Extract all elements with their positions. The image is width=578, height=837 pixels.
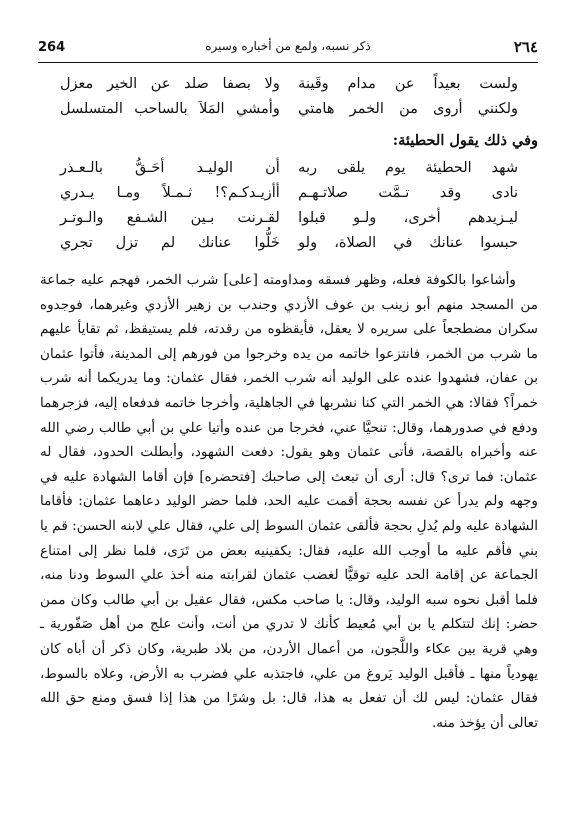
verse-line: [60, 76, 518, 101]
verse-line: [60, 235, 518, 260]
prose-paragraph: وأشاعوا بالكوفة فعله، وظهر فسقه ومداومته [على] شرب الخمر، فهجم عليه جماعة من المسجد منهم أبو زينب بن عوف الأزدي وجندب بن زهير الأزدي وغيرهما، فوجدوه سكران مضطجعاً على سريره لا يعقل، فأيقظوه من رقدته، فلم يستيقظ، ثم تقايأ عليهم ما شرب من الخمر، فانتزعوا خاتمه من يده وخرجوا من فورهم إلى المدينة، فأتوا عثمان بن عفان، فشهدوا عنده على الوليد أنه شرب الخمر، فقال عثمان: وما يدريكما أنه شرب خمراً؟ فقالا: هي الخمر التي كنا نشربها في الجاهلية، وأخرجا خاتمه فدفعاه إليه، فزجرهما ودفع في صدورهما، وقال: تنحيَّا عني، فخرجا من عنده وأتيا علي بن أبي طالب رضي الله عنه وأخبراه بالقصة، فأتى عثمان وهو يقول: دفعت الشهود، وأبطلت الحدود، فقال له عثمان: فما ترى؟ قال: أرى أن تبعث إلى صاحبك [فتحضره] فإن أقاما الشهادة عليه في وجهه ولم يدرأ عن نفسه بحجة أقمت عليه الحد، فلما حضر الوليد دعاهما عثمان: فأقاما الشهادة عليه ولم يُدلِ بحجة فألقى عثمان السوط إلى علي، فقال علي لابنه الحسن: قم يا بني فأقم عليه ما أوجب الله عليه، فقال: يكفينيه بعض من تَرَى، فلما نظر إلى امتناع الجماعة عن إقامة الحد عليه توقيًّا لغضب عثمان لقرابته منه أخذ علي السوط ودنا منه، فلما أقبل نحوه سبه الوليد، وقال: يا صاحب مكس، فقال عقيل بن أبي طالب وكان ممن حضر: إنك لتتكلم يا بن أبي مُعيط كأنك لا تدري من أنت، وأنت علج من أهل صَفّورية ـ وهي قرية بين عكاء واللَّجون، من أعمال الأردن، من بلاد طبرية، وكان ذكر أن أباه كان يهودياً منها ـ فأقبل الوليد يَروغ من علي، فاجتذبه علي فضرب به الأرض، وعلاه بالسوط، فقال عثمان: ليس لك أن تفعل به هذا، قال: بل وشرًا من هذا إذا فسق ومنع حق الله تعالى أن يؤخذ منه.: [40, 272, 538, 731]
page-number-latin: 264: [38, 40, 66, 55]
poem-block-1: [60, 76, 518, 126]
verse-second-hemistich: أن الوليـد أحَـقُّ بالـعـذر: [60, 160, 280, 176]
verse-second-hemistich: خَلُّوا عنانك لم تزل تجري: [60, 235, 280, 251]
verse-line: [60, 160, 518, 185]
verse-first-hemistich: نادى وقد تـمَّت صلاتـهـم: [298, 185, 518, 201]
running-title: ذكر نسبه، ولمع من أخباره وسيره: [205, 39, 371, 53]
verse-second-hemistich: وأمشي المَلاَ بالساحب المتسلسل: [60, 101, 280, 117]
verse-first-hemistich: حبسوا عنانك في الصلاة، ولو: [298, 235, 518, 251]
verse-second-hemistich: لقـرنت بـين الشـفع والـوتـر: [60, 210, 280, 226]
page-number-arabic: ٢٦٤: [513, 38, 538, 56]
page-header: [38, 38, 538, 63]
verse-first-hemistich: ولكنني أروى من الخمر هامتي: [298, 101, 518, 117]
verse-line: [60, 185, 518, 210]
body-text: [40, 268, 538, 735]
verse-second-hemistich: أأزيـدكـم؟! ثـمـلاً ومـا يـدري: [60, 185, 280, 201]
verse-second-hemistich: ولا بصفا صلد عن الخير معزل: [60, 76, 280, 92]
verse-line: [60, 101, 518, 126]
verse-first-hemistich: ولست بعيداً عن مدام وقَينة: [298, 76, 518, 92]
poem-intro: وفي ذلك يقول الحطيئة:: [392, 132, 538, 149]
verse-first-hemistich: شهد الحطيئة يوم يلقى ربه: [298, 160, 518, 176]
poem-block-2: [60, 160, 518, 260]
verse-line: [60, 210, 518, 235]
verse-first-hemistich: ليـزيدهم أخرى، ولـو قبلوا: [298, 210, 518, 226]
